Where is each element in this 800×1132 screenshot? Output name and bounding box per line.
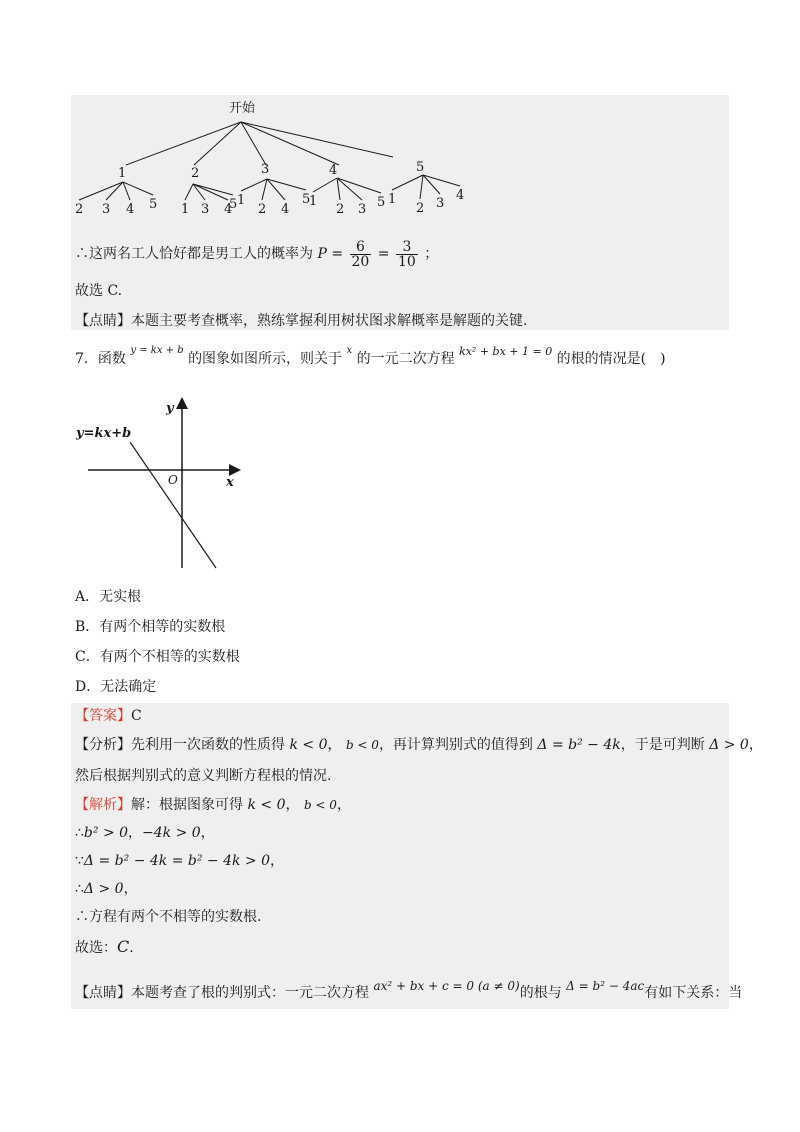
tree-edge — [267, 179, 306, 190]
solution-line-6: 故选：C. — [75, 937, 134, 956]
tree-leaf-label: 3 — [436, 196, 445, 211]
analysis-tag: 【分析】 — [75, 737, 131, 753]
tree-leaf-label: 2 — [258, 202, 267, 217]
tree-edge — [337, 178, 381, 193]
y-axis-label: y — [166, 401, 174, 416]
tree-leaf-label: 1 — [309, 194, 318, 209]
answer-value: C — [131, 708, 142, 724]
tree-branch-label: 5 — [416, 160, 425, 175]
answer-tag: 【答案】 — [75, 708, 131, 724]
tree-edge — [185, 184, 193, 200]
x-axis-label: x — [226, 475, 234, 490]
answer-line — [75, 706, 142, 726]
tree-diagram — [71, 95, 729, 225]
probability-text: ∴这两名工人恰好都是男工人的概率为 — [75, 246, 313, 262]
point-note-line — [75, 311, 527, 331]
point-note-text: 本题主要考查概率，熟练掌握利用树状图求解概率是解题的关键. — [131, 313, 528, 329]
tree-leaf-label: 4 — [224, 202, 233, 217]
option-c: C．有两个不相等的实数根 — [75, 649, 240, 665]
tree-edge — [267, 179, 285, 200]
point-note-tag: 【点睛】 — [75, 313, 131, 329]
tree-leaf-label: 2 — [336, 202, 345, 217]
option-a: A．无实根 — [75, 589, 142, 605]
tree-leaf-label: 2 — [75, 202, 84, 217]
function-line — [130, 442, 216, 568]
q7-equation: kx² + bx + 1 = 0 — [459, 345, 553, 358]
tree-root-label: 开始 — [229, 101, 256, 116]
analysis-line-2: 然后根据判别式的意义判断方程根的情况. — [75, 768, 332, 784]
solution-line-4: ∴Δ > 0， — [75, 881, 138, 897]
tree-edge — [420, 175, 423, 199]
linear-function-graph — [70, 390, 250, 575]
tree-edge — [337, 178, 340, 200]
tree-leaf-label: 2 — [416, 201, 425, 216]
solution-line-3: ∵Δ = b² − 4k = b² − 4k > 0， — [75, 853, 285, 869]
tree-leaf-label: 3 — [201, 202, 210, 217]
tree-leaf-label: 3 — [102, 202, 111, 217]
fraction-3-10: $\frac{3}{10}$ — [397, 238, 416, 270]
tree-leaf-label: 1 — [181, 202, 190, 217]
option-b: B．有两个相等的实数根 — [75, 619, 226, 635]
tree-edge — [392, 175, 423, 190]
final-note-line: 【点睛】本题考查了根的判别式：一元二次方程 ax² + bx + c = 0 (a ≠ 0)的根与 Δ = b² − 4ac有如下关系：当 — [75, 979, 743, 1001]
tree-leaf-label: 1 — [237, 193, 246, 208]
tree-leaf-label: 1 — [388, 192, 397, 207]
analysis-line-1: 【分析】先利用一次函数的性质得 k < 0， b < 0，再计算判别式的值得到 Δ = b² − 4k，于是可判断 Δ > 0， — [75, 737, 763, 753]
tree-edge — [313, 178, 337, 192]
tree-edge — [79, 182, 123, 200]
tree-edge — [262, 179, 267, 200]
solution-tag: 【解析】 — [75, 797, 131, 813]
tree-leaf-label: 3 — [358, 202, 367, 217]
tree-leaf-label: 5 — [302, 192, 311, 207]
tree-edge — [241, 179, 267, 191]
tree-edge — [337, 178, 362, 200]
tree-leaf-label: 4 — [126, 202, 135, 217]
option-d: D．无法确定 — [75, 679, 157, 695]
probability-line: ∴这两名工人恰好都是男工人的概率为 P = $\frac{6}{20}$ = $\frac{3}{10}$ ； — [75, 238, 439, 270]
choose-c-line: 故选 C. — [75, 283, 123, 299]
probability-var: P — [317, 246, 327, 262]
line-label: y=kx+b — [76, 426, 132, 441]
question-7: 7．函数 $^{y = kx + b}$ 的图象如图所示，则关于 $^x$ 的一元二次方程 $^{kx^2 + bx + 1 = 0}$ 的根的情况是( ) — [75, 345, 666, 367]
final-note-tag: 【点睛】 — [75, 985, 131, 1001]
q7-function: y = kx + b — [130, 345, 184, 356]
tree-branch-label: 1 — [118, 166, 127, 181]
tree-leaf-label: 5 — [229, 197, 238, 212]
solution-line-1: 【解析】解：根据图象可得 k < 0， b < 0， — [75, 797, 351, 813]
tree-leaf-label: 5 — [149, 197, 158, 212]
tree-leaf-label: 4 — [281, 202, 290, 217]
fraction-6-20: $\frac{6}{20}$ — [351, 238, 370, 270]
origin-label: O — [168, 473, 178, 487]
tree-leaf-label: 4 — [456, 188, 465, 203]
tree-edge — [106, 182, 123, 200]
solution-line-2: ∴b² > 0，−4k > 0， — [75, 825, 215, 841]
tree-branch-label: 4 — [329, 163, 338, 178]
tree-branch-label: 2 — [191, 166, 200, 181]
tree-branch-label: 3 — [261, 162, 270, 177]
tree-leaf-label: 5 — [377, 195, 386, 210]
solution-line-5: ∴方程有两个不相等的实数根. — [75, 909, 262, 925]
